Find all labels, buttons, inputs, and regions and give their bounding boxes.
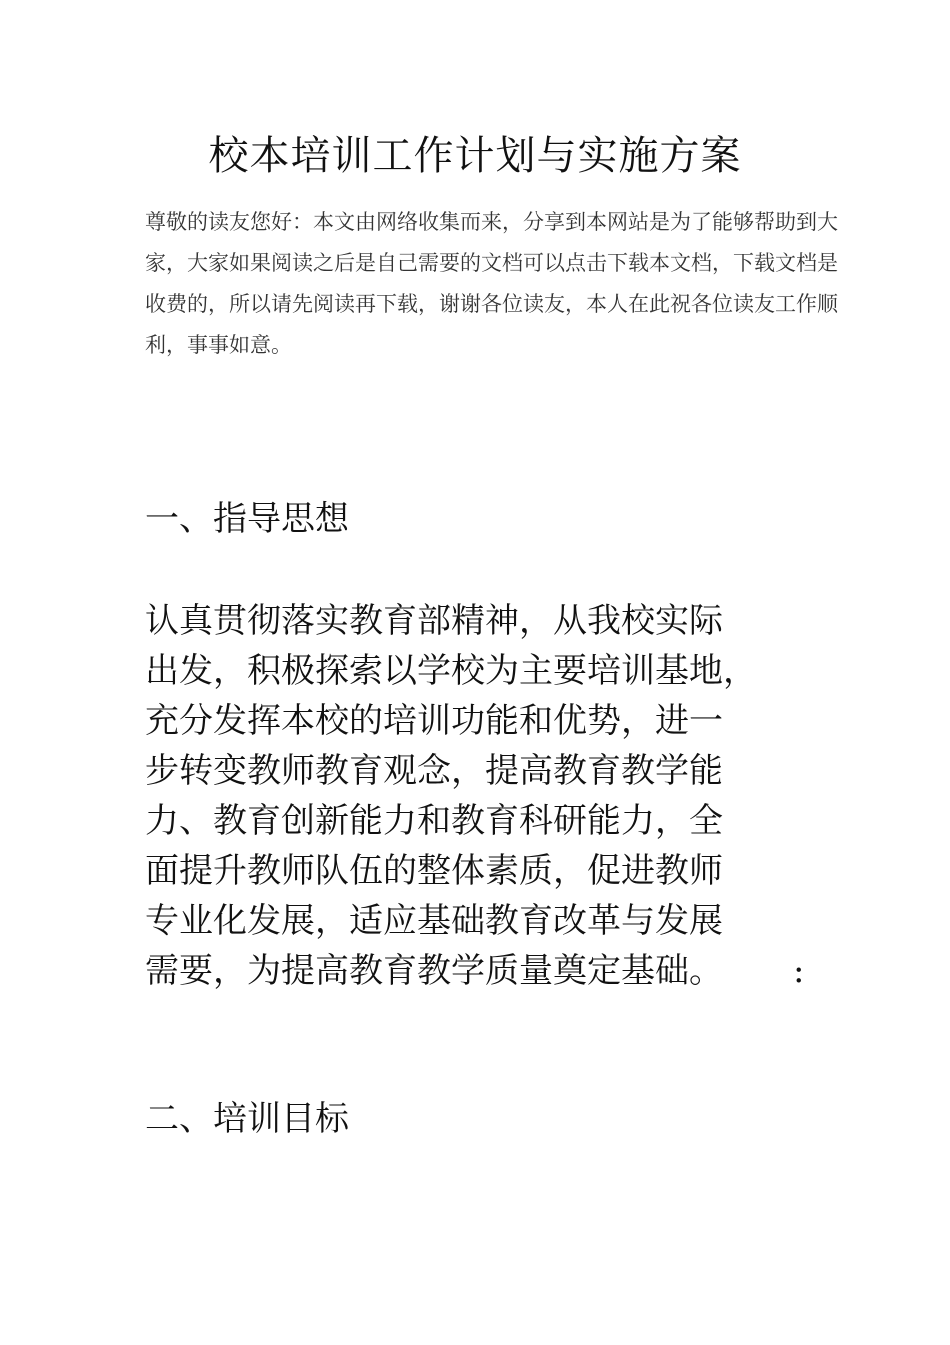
notice-line: 家，大家如果阅读之后是自己需要的文档可以点击下载本文档，下载文档是 xyxy=(145,251,838,275)
paragraph-line: 出发，积极探索以学校为主要培训基地， xyxy=(145,651,757,691)
section-paragraph xyxy=(145,596,825,996)
reader-notice xyxy=(145,202,838,366)
paragraph-line: 专业化发展，适应基础教育改革与发展 xyxy=(145,901,723,941)
section-heading-guiding-ideology: 一、指导思想 xyxy=(145,499,349,539)
notice-line: 收费的，所以请先阅读再下载，谢谢各位读友，本人在此祝各位读友工作顺 xyxy=(145,292,838,316)
document-title: 校本培训工作计划与实施方案 xyxy=(208,133,742,179)
paragraph-line: 充分发挥本校的培训功能和优势，进一 xyxy=(145,701,723,741)
paragraph-line: 面提升教师队伍的整体素质，促进教师 xyxy=(145,851,723,891)
notice-line: 利，事事如意。 xyxy=(145,333,292,357)
paragraph-line: 认真贯彻落实教育部精神，从我校实际 xyxy=(145,601,723,641)
paragraph-line: 步转变教师教育观念，提高教育教学能 xyxy=(145,751,723,791)
paragraph-line: 力、教育创新能力和教育科研能力，全 xyxy=(145,801,723,841)
paragraph-line: 需要，为提高教育教学质量奠定基础。 xyxy=(145,951,723,991)
stray-colon-mark: : xyxy=(793,951,805,991)
section-heading-training-goals: 二、培训目标 xyxy=(145,1099,349,1139)
notice-line: 尊敬的读友您好：本文由网络收集而来，分享到本网站是为了能够帮助到大 xyxy=(145,210,838,234)
